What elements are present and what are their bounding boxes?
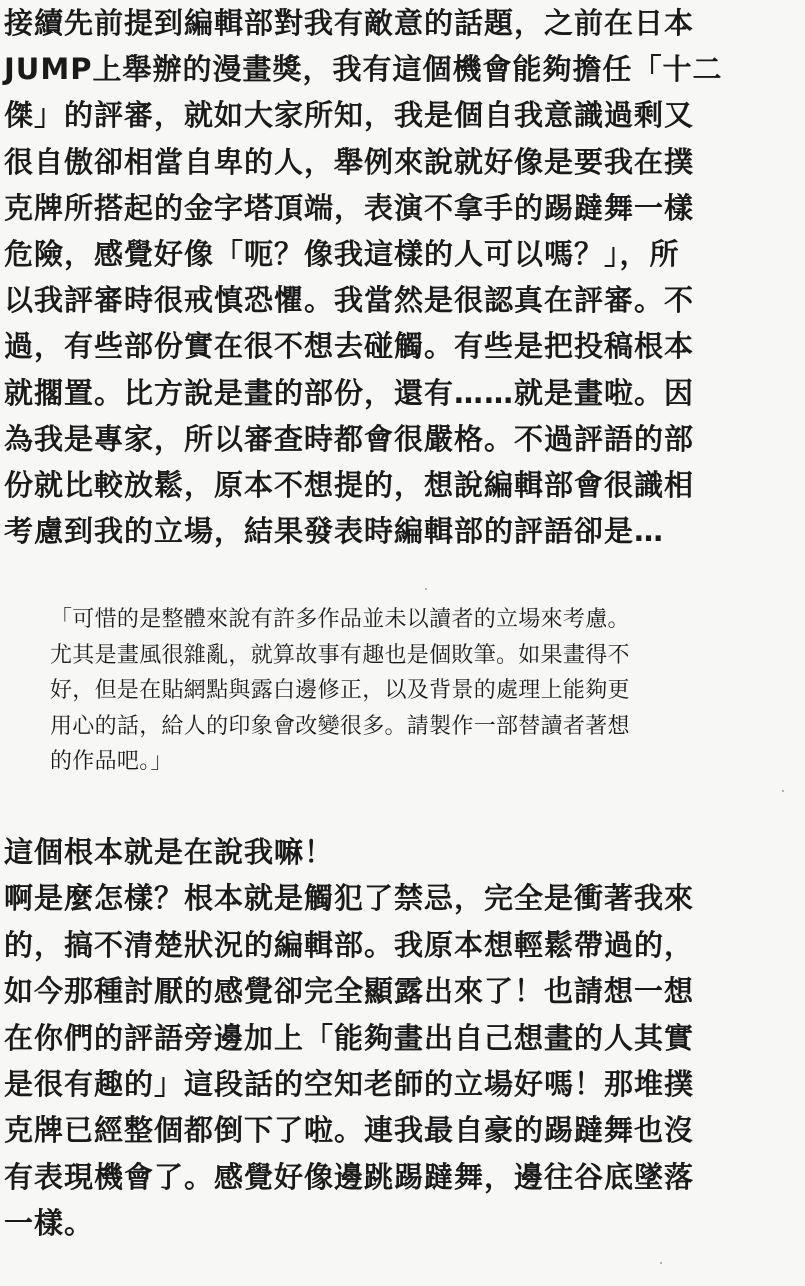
quote-line: 尤其是畫風很雜亂，就算故事有趣也是個敗筆。如果畫得不	[50, 642, 630, 668]
text-line: 危險，感覺好像「呃？像我這樣的人可以嗎？」，所	[4, 236, 680, 271]
text-line: 有表現機會了。感覺好像邊跳踢躂舞，邊往谷底墜落	[4, 1159, 695, 1194]
paper-speck	[425, 588, 427, 590]
text-line: 很自傲卻相當自卑的人，舉例來說就好像是要我在撲	[4, 144, 695, 179]
text-line: 過，有些部份實在很不想去碰觸。有些是把投稿根本	[4, 329, 695, 364]
text-line: 一樣。	[4, 1206, 95, 1241]
quoted-editorial-comment	[50, 602, 770, 780]
text-line: JUMP上舉辦的漫畫獎，我有這個機會能夠擔任「十二	[4, 52, 723, 87]
paper-speck	[660, 1262, 662, 1264]
text-line: 在你們的評語旁邊加上「能夠畫出自己想畫的人其實	[4, 1020, 695, 1055]
paragraph-2	[4, 829, 801, 1247]
paper-speck	[782, 790, 784, 792]
text-line: 接續先前提到編輯部對我有敵意的話題，之前在日本	[4, 6, 695, 40]
quote-line: 「可惜的是整體來說有許多作品並未以讀者的立場來考慮。	[50, 607, 630, 632]
text-line: 為我是專家，所以審查時都會很嚴格。不過評語的部	[4, 421, 695, 456]
quote-line: 用心的話，給人的印象會改變很多。請製作一部替讀者著想	[50, 713, 630, 739]
text-line: 就擱置。比方說是畫的部份，還有……就是畫啦。因	[4, 375, 695, 410]
quote-line: 好，但是在貼網點與露白邊修正，以及背景的處理上能夠更	[50, 678, 630, 703]
text-line: 傑」的評審，就如大家所知，我是個自我意識過剩又	[4, 98, 695, 133]
text-line: 的，搞不清楚狀況的編輯部。我原本想輕鬆帶過的，	[4, 927, 695, 962]
text-line: 克牌所搭起的金字塔頂端，表演不拿手的踢躂舞一樣	[4, 190, 695, 225]
text-line: 啊是麼怎樣？根本就是觸犯了禁忌，完全是衝著我來	[4, 881, 695, 916]
text-line: 考慮到我的立場，結果發表時編輯部的評語卻是…	[4, 514, 665, 549]
text-line: 是很有趣的」這段話的空知老師的立場好嗎！那堆撲	[4, 1066, 695, 1101]
text-line: 克牌已經整個都倒下了啦。連我最自豪的踢躂舞也沒	[4, 1113, 695, 1148]
text-line: 以我評審時很戒慎恐懼。我當然是很認真在評審。不	[4, 283, 695, 318]
text-line: 如今那種討厭的感覺卻完全顯露出來了！也請想一想	[4, 974, 695, 1009]
paragraph-1	[4, 0, 801, 554]
text-line: 份就比較放鬆，原本不想提的，想說編輯部會很識相	[4, 467, 695, 502]
quote-line: 的作品吧。」	[50, 749, 173, 774]
text-line: 這個根本就是在說我嘛！	[4, 835, 335, 869]
